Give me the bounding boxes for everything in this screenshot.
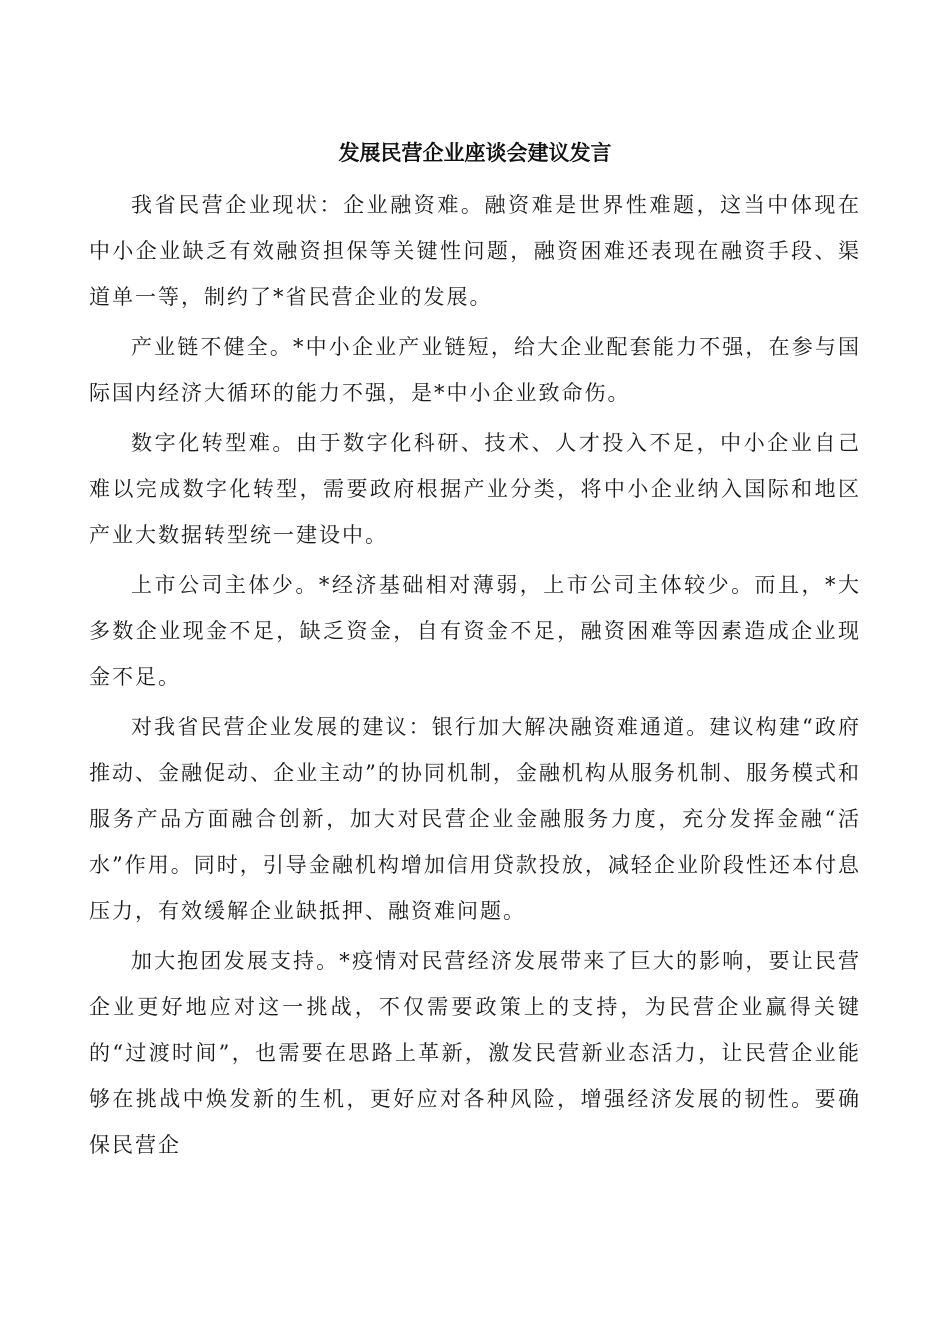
paragraph-current-status: 我省民营企业现状：企业融资难。融资难是世界性难题，这当中体现在中小企业缺乏有效融资担保等关键性问题，融资困难还表现在融资手段、渠道单一等，制约了*省民营企业的发展。: [89, 193, 861, 309]
paragraph-listed-companies: 上市公司主体少。*经济基础相对薄弱，上市公司主体较少。而且，*大多数企业现金不足，缺乏资金，自有资金不足，融资困难等因素造成企业现金不足。: [89, 573, 861, 689]
document-title: 发展民营企业座谈会建议发言: [338, 140, 612, 165]
paragraph-digital-transformation: 数字化转型难。由于数字化科研、技术、人才投入不足，中小企业自己难以完成数字化转型，需要政府根据产业分类，将中小企业纳入国际和地区产业大数据转型统一建设中。: [89, 431, 861, 547]
paragraph-industry-chain: 产业链不健全。*中小企业产业链短，给大企业配套能力不强，在参与国际国内经济大循环的能力不强，是*中小企业致命伤。: [89, 335, 861, 405]
paragraph-cluster-development: 加大抱团发展支持。*疫情对民营经济发展带来了巨大的影响，要让民营企业更好地应对这一挑战，不仅需要政策上的支持，为民营企业赢得关键的“过渡时间”，也需要在思路上革新，激发民营新业态活力，让民营企业能够在挑战中焕发新的生机，更好应对各种风险，增强经济发展的韧性。要确保民营企: [89, 949, 861, 1157]
paragraph-suggestions-financing: 对我省民营企业发展的建议：银行加大解决融资难通道。建议构建“政府推动、金融促动、企业主动”的协同机制，金融机构从服务机制、服务模式和服务产品方面融合创新，加大对民营企业金融服务力度，充分发挥金融“活水”作用。同时，引导金融机构增加信用贷款投放，减轻企业阶段性还本付息压力，有效缓解企业缺抵押、融资难问题。: [89, 715, 861, 923]
document-body: [89, 182, 861, 1172]
